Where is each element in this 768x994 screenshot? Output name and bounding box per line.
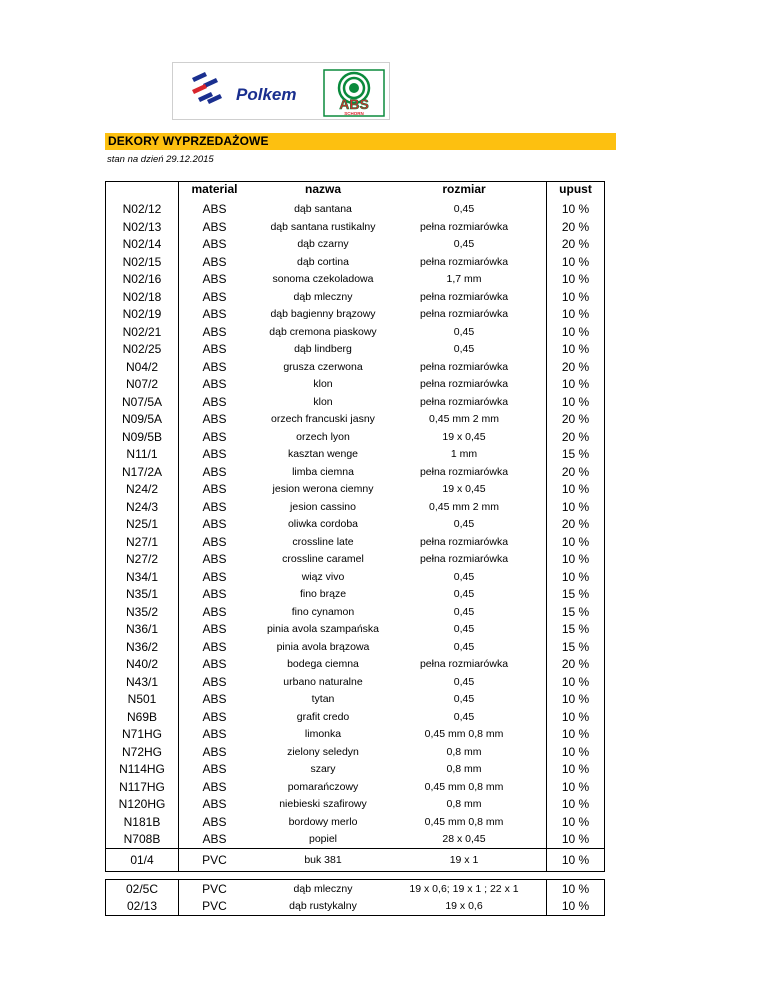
material-cell: ABS [202, 639, 227, 654]
size-cell: pełna rozmiarówka [419, 255, 509, 268]
table-row [106, 603, 605, 621]
size-cell: 0,45 [453, 203, 475, 216]
code-cell: 02/5C [106, 880, 179, 898]
spacer-cell [532, 393, 547, 411]
code-cell: N02/12 [106, 201, 179, 219]
discount-cell: 10 % [547, 288, 605, 306]
discount-cell: 10 % [547, 271, 605, 289]
spacer-cell [532, 743, 547, 761]
name-cell: tytan [311, 693, 335, 706]
table-row [106, 201, 605, 219]
size-cell: 0,45 mm 0,8 mm [424, 815, 504, 828]
spacer-cell [532, 201, 547, 219]
name-cell: grusza czerwona [283, 360, 363, 373]
size-cell: 0,8 mm [446, 745, 482, 758]
material-cell: ABS [202, 324, 227, 339]
name-cell: buk 381 [250, 849, 396, 872]
size-cell: 0,45 [453, 675, 475, 688]
material-cell: ABS [202, 394, 227, 409]
code-cell: N72HG [106, 743, 179, 761]
name-cell: dąb czarny [297, 238, 349, 251]
polkem-wordmark: Polkem [236, 85, 297, 104]
spacer-cell [532, 306, 547, 324]
material-cell: PVC [179, 898, 251, 916]
size-cell: 0,8 mm [446, 798, 482, 811]
date-line: stan na dzień 29.12.2015 [107, 154, 214, 165]
size-cell: 19 x 0,45 [442, 483, 486, 496]
code-cell: N114HG [106, 761, 179, 779]
material-cell: ABS [202, 727, 227, 742]
material-cell: ABS [202, 797, 227, 812]
size-cell: 0,45 [453, 693, 475, 706]
table-row [106, 516, 605, 534]
table-row [106, 831, 605, 849]
table-row [106, 358, 605, 376]
size-cell: pełna rozmiarówka [419, 395, 509, 408]
header-material: material [179, 182, 251, 201]
name-cell: fino brąze [299, 588, 347, 601]
discount-cell: 15 % [547, 586, 605, 604]
abs-logo-icon [324, 70, 384, 116]
material-cell: ABS [202, 342, 227, 357]
name-cell: dąb cremona piaskowy [269, 325, 377, 338]
material-cell: ABS [202, 447, 227, 462]
code-cell: N43/1 [106, 673, 179, 691]
spacer-cell [532, 673, 547, 691]
code-cell: N02/13 [106, 218, 179, 236]
spacer-cell [532, 586, 547, 604]
table-row [106, 551, 605, 569]
table-row [106, 673, 605, 691]
discount-cell: 10 % [547, 481, 605, 499]
size-cell: 1 mm [450, 448, 478, 461]
discount-cell: 10 % [547, 880, 605, 898]
code-cell: N02/19 [106, 306, 179, 324]
material-cell: ABS [202, 482, 227, 497]
name-cell: pinia avola brązowa [276, 640, 370, 653]
spacer-cell [532, 898, 547, 916]
name-cell: oliwka cordoba [287, 518, 359, 531]
spacer-cell [532, 236, 547, 254]
spacer-cell [532, 182, 547, 201]
material-cell: ABS [202, 289, 227, 304]
spacer-cell [532, 376, 547, 394]
table-row [106, 568, 605, 586]
code-cell: N02/18 [106, 288, 179, 306]
code-cell: N09/5B [106, 428, 179, 446]
spacer-cell [532, 428, 547, 446]
spacer-cell [532, 708, 547, 726]
size-cell: 0,45 [453, 605, 475, 618]
table-row [106, 288, 605, 306]
table-row [106, 708, 605, 726]
name-cell: limonka [304, 728, 342, 741]
discount-cell: 10 % [547, 393, 605, 411]
spacer-cell [532, 323, 547, 341]
material-cell: ABS [202, 622, 227, 637]
name-cell: kasztan wenge [287, 448, 359, 461]
code-cell: N36/2 [106, 638, 179, 656]
table-row [106, 218, 605, 236]
table-row [106, 533, 605, 551]
code-cell: N24/3 [106, 498, 179, 516]
spacer-cell [532, 778, 547, 796]
name-cell: fino cynamon [291, 605, 355, 618]
name-cell: jesion werona ciemny [272, 483, 374, 496]
size-cell: pełna rozmiarówka [419, 535, 509, 548]
table-row [106, 726, 605, 744]
table-row [106, 691, 605, 709]
material-cell: ABS [202, 254, 227, 269]
table-row [106, 849, 605, 872]
name-cell: klon [313, 395, 333, 408]
table-row [106, 411, 605, 429]
code-cell: N09/5A [106, 411, 179, 429]
name-cell: zielony seledyn [287, 745, 359, 758]
table-row [106, 743, 605, 761]
size-cell: 0,45 [453, 623, 475, 636]
svg-text:SCHORN: SCHORN [344, 111, 364, 116]
code-cell: N27/1 [106, 533, 179, 551]
spacer-cell [532, 568, 547, 586]
size-cell: 0,45 mm 0,8 mm [424, 728, 504, 741]
table-row [106, 253, 605, 271]
name-cell: szary [310, 763, 336, 776]
table-row [106, 306, 605, 324]
material-cell: ABS [202, 709, 227, 724]
spacer-cell [532, 831, 547, 849]
material-cell: PVC [179, 880, 251, 898]
discount-cell: 10 % [547, 568, 605, 586]
discount-cell: 20 % [547, 463, 605, 481]
material-cell: ABS [202, 499, 227, 514]
size-cell: 0,45 [453, 710, 475, 723]
name-cell: crossline caramel [282, 553, 364, 566]
code-cell: N07/5A [106, 393, 179, 411]
table-row [106, 481, 605, 499]
header-row [106, 182, 605, 201]
discount-cell: 15 % [547, 446, 605, 464]
name-cell: klon [313, 378, 333, 391]
discount-cell: 10 % [547, 761, 605, 779]
code-cell: N07/2 [106, 376, 179, 394]
size-cell: pełna rozmiarówka [419, 220, 509, 233]
material-cell: ABS [202, 219, 227, 234]
spacer-cell [532, 411, 547, 429]
size-cell: pełna rozmiarówka [419, 378, 509, 391]
discount-cell: 10 % [547, 743, 605, 761]
size-cell: pełna rozmiarówka [419, 658, 509, 671]
discount-cell: 15 % [547, 603, 605, 621]
material-cell: ABS [202, 429, 227, 444]
material-cell: ABS [202, 517, 227, 532]
spacer-cell [532, 253, 547, 271]
discount-cell: 20 % [547, 516, 605, 534]
discount-cell: 10 % [547, 551, 605, 569]
name-cell: bodega ciemna [287, 658, 359, 671]
spacer-cell [532, 358, 547, 376]
spacer-cell [532, 288, 547, 306]
material-cell: ABS [202, 202, 227, 217]
code-cell: N02/14 [106, 236, 179, 254]
discount-cell: 10 % [547, 533, 605, 551]
code-cell: N36/1 [106, 621, 179, 639]
size-cell: 0,45 [453, 343, 475, 356]
code-cell: N25/1 [106, 516, 179, 534]
table-row [106, 656, 605, 674]
name-cell: wiąz vivo [301, 570, 345, 583]
table-row [106, 761, 605, 779]
material-cell: ABS [202, 377, 227, 392]
code-cell: N708B [106, 831, 179, 849]
size-cell: 0,45 [453, 518, 475, 531]
spacer-cell [532, 603, 547, 621]
company-logo [172, 62, 390, 120]
spacer-cell [532, 516, 547, 534]
discount-cell: 10 % [547, 306, 605, 324]
table-row [106, 323, 605, 341]
table-row [106, 446, 605, 464]
header-name: nazwa [250, 182, 396, 201]
name-cell: dąb bagienny brązowy [270, 308, 376, 321]
table-row [106, 271, 605, 289]
code-cell: N71HG [106, 726, 179, 744]
spacer-cell [532, 638, 547, 656]
size-cell: pełna rozmiarówka [419, 308, 509, 321]
code-cell: N34/1 [106, 568, 179, 586]
code-cell: N17/2A [106, 463, 179, 481]
table-row [106, 898, 605, 916]
size-cell: 19 x 1 [396, 849, 532, 872]
spacer-cell [532, 621, 547, 639]
size-cell: 19 x 0,6; 19 x 1 ; 22 x 1 [396, 880, 532, 898]
discount-cell: 10 % [547, 253, 605, 271]
name-cell: dąb mleczny [293, 290, 353, 303]
svg-text:ABS: ABS [339, 96, 369, 112]
name-cell: pinia avola szampańska [266, 623, 380, 636]
spacer-cell [532, 796, 547, 814]
code-cell: N117HG [106, 778, 179, 796]
size-cell: 0,45 [453, 325, 475, 338]
code-cell: N02/25 [106, 341, 179, 359]
spacer-cell [532, 463, 547, 481]
size-cell: pełna rozmiarówka [419, 465, 509, 478]
material-cell: ABS [202, 744, 227, 759]
discount-cell: 10 % [547, 691, 605, 709]
name-cell: dąb rustykalny [250, 898, 396, 916]
size-cell: 0,45 [453, 640, 475, 653]
discount-cell: 20 % [547, 218, 605, 236]
pvc-table-1 [105, 848, 605, 872]
header-discount: upust [547, 182, 605, 201]
discount-cell: 10 % [547, 831, 605, 849]
code-cell: N27/2 [106, 551, 179, 569]
discount-cell: 10 % [547, 341, 605, 359]
discount-cell: 20 % [547, 656, 605, 674]
size-cell: 1,7 mm [446, 273, 482, 286]
table-row [106, 586, 605, 604]
name-cell: dąb lindberg [294, 343, 352, 356]
discount-cell: 10 % [547, 726, 605, 744]
table-row [106, 376, 605, 394]
code-cell: N02/15 [106, 253, 179, 271]
discount-cell: 10 % [547, 849, 605, 872]
spacer-cell [532, 656, 547, 674]
code-cell: N02/21 [106, 323, 179, 341]
size-cell: 19 x 0,45 [442, 430, 486, 443]
material-cell: ABS [202, 307, 227, 322]
material-cell: ABS [202, 587, 227, 602]
material-cell: ABS [202, 359, 227, 374]
material-cell: ABS [179, 831, 251, 849]
discount-cell: 20 % [547, 428, 605, 446]
code-cell: 01/4 [106, 849, 179, 872]
code-cell: 02/13 [106, 898, 179, 916]
name-cell: dąb mleczny [250, 880, 396, 898]
code-cell: N35/2 [106, 603, 179, 621]
material-cell: ABS [202, 657, 227, 672]
size-cell: pełna rozmiarówka [419, 553, 509, 566]
name-cell: limba ciemna [292, 465, 354, 478]
table-row [106, 498, 605, 516]
material-cell: ABS [202, 674, 227, 689]
size-cell: 19 x 0,6 [396, 898, 532, 916]
discount-cell: 10 % [547, 673, 605, 691]
name-cell: orzech francuski jasny [271, 413, 375, 426]
discount-cell: 10 % [547, 898, 605, 916]
size-cell: 0,45 [453, 588, 475, 601]
table-row [106, 621, 605, 639]
name-cell: pomarańczowy [287, 780, 359, 793]
table-row [106, 778, 605, 796]
material-cell: ABS [202, 412, 227, 427]
material-cell: ABS [202, 464, 227, 479]
spacer-cell [532, 880, 547, 898]
material-cell: ABS [202, 569, 227, 584]
spacer-cell [532, 849, 547, 872]
table-row [106, 236, 605, 254]
size-cell: pełna rozmiarówka [419, 290, 509, 303]
material-cell: ABS [202, 272, 227, 287]
material-cell: PVC [179, 849, 251, 872]
spacer-cell [532, 218, 547, 236]
discount-cell: 15 % [547, 621, 605, 639]
table-row [106, 463, 605, 481]
pvc-table-2 [105, 879, 605, 916]
code-cell: N120HG [106, 796, 179, 814]
discount-cell: 20 % [547, 358, 605, 376]
main-table [105, 181, 605, 849]
name-cell: jesion cassino [290, 500, 356, 513]
discount-cell: 15 % [547, 638, 605, 656]
header-size: rozmiar [396, 182, 532, 201]
spacer-cell [532, 446, 547, 464]
code-cell: N181B [106, 813, 179, 831]
spacer-cell [532, 481, 547, 499]
spacer-cell [532, 533, 547, 551]
material-cell: ABS [202, 692, 227, 707]
name-cell: dąb santana rustikalny [270, 220, 376, 233]
spacer-cell [532, 813, 547, 831]
code-cell: N11/1 [106, 446, 179, 464]
size-cell: 0,8 mm [446, 763, 482, 776]
size-cell: 0,45 [453, 570, 475, 583]
size-cell: 0,45 mm 2 mm [428, 413, 499, 426]
material-cell: ABS [202, 604, 227, 619]
name-cell: grafit credo [296, 710, 350, 723]
material-cell: ABS [202, 552, 227, 567]
table-row [106, 428, 605, 446]
name-cell: niebieski szafirowy [279, 798, 367, 811]
spacer-cell [532, 498, 547, 516]
material-cell: ABS [202, 779, 227, 794]
table-row [106, 341, 605, 359]
header-code [106, 182, 179, 201]
discount-cell: 10 % [547, 498, 605, 516]
discount-cell: 10 % [547, 323, 605, 341]
code-cell: N02/16 [106, 271, 179, 289]
spacer-cell [532, 341, 547, 359]
spacer-cell [532, 691, 547, 709]
size-cell: 0,45 mm 2 mm [428, 500, 499, 513]
table-row [106, 796, 605, 814]
spacer-cell [532, 271, 547, 289]
discount-cell: 10 % [547, 376, 605, 394]
material-cell: ABS [202, 237, 227, 252]
code-cell: N501 [106, 691, 179, 709]
name-cell: popiel [250, 831, 396, 849]
discount-cell: 10 % [547, 708, 605, 726]
size-cell: 0,45 mm 0,8 mm [424, 780, 504, 793]
table-row [106, 813, 605, 831]
size-cell: 0,45 [453, 238, 475, 251]
discount-cell: 10 % [547, 201, 605, 219]
page-title: DEKORY WYPRZEDAŻOWE [108, 134, 269, 148]
discount-cell: 20 % [547, 411, 605, 429]
table-row [106, 638, 605, 656]
discount-cell: 10 % [547, 813, 605, 831]
material-cell: ABS [202, 534, 227, 549]
name-cell: urbano naturalne [283, 675, 363, 688]
name-cell: sonoma czekoladowa [272, 273, 374, 286]
material-cell: ABS [202, 814, 227, 829]
spacer-cell [532, 551, 547, 569]
name-cell: crossline late [292, 535, 354, 548]
material-cell: ABS [202, 762, 227, 777]
name-cell: dąb santana [294, 203, 352, 216]
code-cell: N24/2 [106, 481, 179, 499]
code-cell: N04/2 [106, 358, 179, 376]
table-row [106, 393, 605, 411]
name-cell: bordowy merlo [288, 815, 358, 828]
spacer-cell [532, 761, 547, 779]
code-cell: N40/2 [106, 656, 179, 674]
discount-cell: 20 % [547, 236, 605, 254]
name-cell: dąb cortina [297, 255, 349, 268]
polkem-abs-logo [172, 62, 390, 120]
name-cell: orzech lyon [296, 430, 350, 443]
discount-cell: 10 % [547, 796, 605, 814]
discount-cell: 10 % [547, 778, 605, 796]
size-cell: 28 x 0,45 [396, 831, 532, 849]
table-row [106, 880, 605, 898]
spacer-cell [532, 726, 547, 744]
size-cell: pełna rozmiarówka [419, 360, 509, 373]
code-cell: N35/1 [106, 586, 179, 604]
code-cell: N69B [106, 708, 179, 726]
